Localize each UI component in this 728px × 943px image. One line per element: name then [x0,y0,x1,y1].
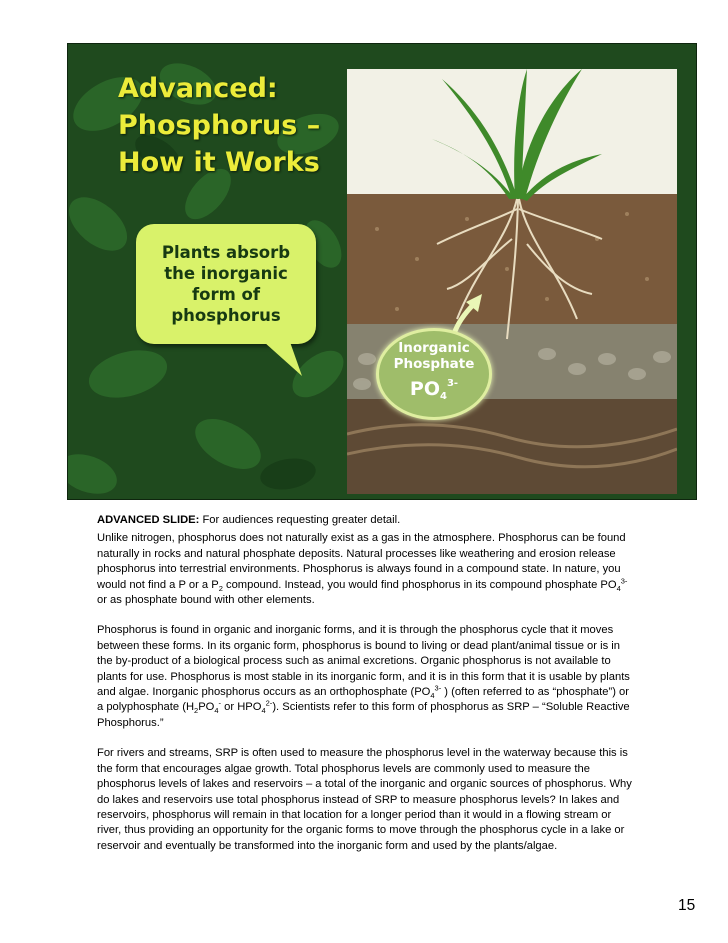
bubble-text [152,242,300,326]
text-run: ) (often referred to as “phosphate”) or a polyphosphate (H [97,686,629,714]
subscript: 4 [430,691,435,701]
subscript: 4 [261,706,266,716]
notes-paragraph-3: For rivers and streams, SRP is often used to measure the phosphorus level in the waterway because this is the form that encourages algae growth. Total phosphorus levels are commonly used to measure the phosphorus levels of lakes and reservoirs – a total of the inorganic and organic sources of phosphorus. Why do lakes and reservoirs use total phosphorus instead of SRP to measure phosphorus levels? In lakes and reservoirs, phosphorus will remain in that location for a longer period than it would in a flowing stream or river, thus providing an opportunity for the organic forms to move through the phosphorus cycle in a lake or reservoir and eventually be transformed into the inorganic form and used by the plants/algae. [97,747,632,852]
text-run: Unlike nitrogen, phosphorus does not naturally exist as a gas in the atmosphere. Phosphorus can be found naturally in rocks and natural phosphate deposits. Natural processes like weathering and erosion release phosphorus into terrestrial environments. Phosphorus is always found in a compound state. In nature, you would not find a P or a P [97,532,626,591]
notes-paragraph-2 [97,623,637,731]
superscript: - [218,698,222,708]
subscript: 4 [214,706,219,716]
speech-bubble [136,224,316,344]
heading-label: ADVANCED SLIDE: [97,514,200,526]
bubble-tail-icon [264,342,304,378]
subscript: 2 [218,583,223,593]
arrow-up-icon [448,294,488,336]
title-line: Advanced: [118,73,278,104]
bubble-line: Plants absorb [161,243,291,262]
text-run: compound. Instead, you would find phosphorus in its compound phosphate PO [222,578,617,591]
superscript: 2- [265,698,273,708]
superscript: 3- [434,683,442,693]
heading-text: For audiences requesting greater detail. [199,514,401,526]
superscript: 3- [620,575,628,585]
slide-title [118,70,348,181]
bubble-line: the inorganic [164,264,288,283]
notes-heading [97,513,637,528]
text-run: PO [198,701,215,714]
title-line: Phosphorus – [118,110,321,141]
bubble-line: phosphorus [171,306,281,325]
slide-image [67,43,697,500]
notes-paragraph-1 [97,531,637,608]
text-run: or HPO [221,701,262,714]
text-run: Phosphorus is found in organic and inorganic forms, and it is through the phosphorus cycle that it moves between these forms. In its organic form, phosphorus is bound to living or dead plant/animal tissue or is in the by-product of a biological process such as animal excretions. Organic phosphorus is not available to plants for use. Phosphorus is most stable in its inorganic form, and it is in this form that it is usable by plants and algae. Inorganic phosphorus occurs as an orthophosphate (PO [97,624,630,699]
page-number: 15 [678,897,696,914]
phosphate-formula [410,373,458,408]
speaker-notes [97,513,637,869]
subscript: 4 [616,583,621,593]
formula-subscript: 4 [440,391,447,402]
phosphate-label-line2: Phosphate [393,356,475,372]
subscript: 2 [194,706,199,716]
formula-base: PO [409,378,440,400]
text-run: or as phosphate bound with other elements. [97,594,315,607]
bubble-line: form of [191,285,261,304]
title-line: How it Works [118,147,320,178]
phosphate-label-line1: Inorganic [398,340,470,356]
formula-superscript: 3- [446,378,459,389]
soil-roots-illustration-icon [347,69,677,494]
text-run: ). Scientists refer to this form of phosphorus as SRP – “Soluble Reactive Phosphorus.” [97,701,630,729]
inorganic-phosphate-label [376,328,492,420]
